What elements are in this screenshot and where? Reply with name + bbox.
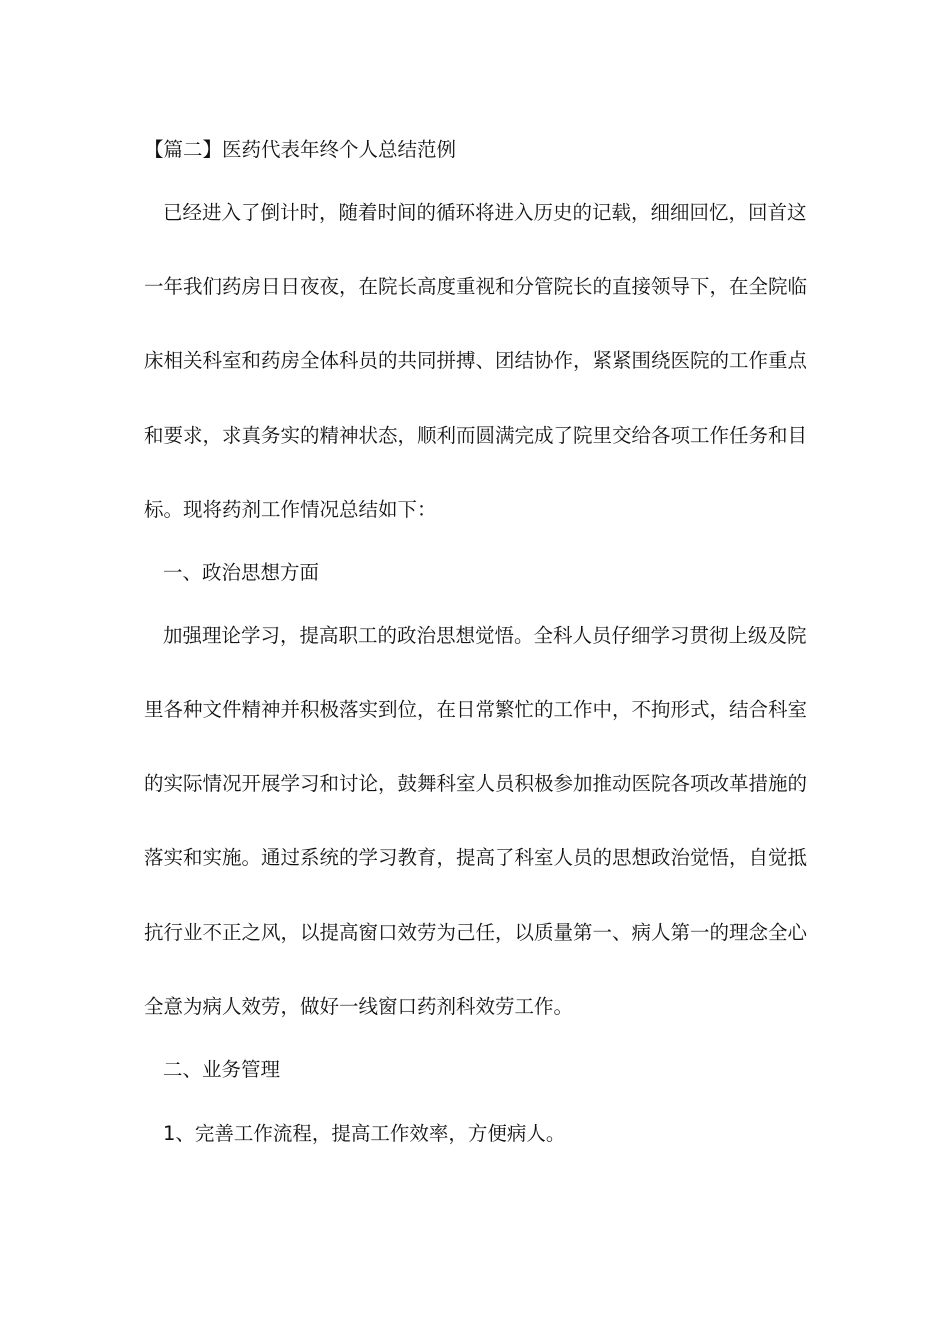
intro-line-1: 已经进入了倒计时，随着时间的循环将进入历史的记载，细细回忆，回首这	[163, 201, 807, 224]
intro-line-5: 标。现将药剂工作情况总结如下：	[144, 498, 437, 521]
intro-line-2: 一年我们药房日日夜夜，在院长高度重视和分管院长的直接领导下，在全院临	[144, 275, 808, 298]
document-title: 【篇二】医药代表年终个人总结范例	[144, 138, 457, 161]
section1-line-6: 全意为病人效劳，做好一线窗口药剂科效劳工作。	[144, 995, 574, 1018]
intro-line-4: 和要求，求真务实的精神状态，顺利而圆满完成了院里交给各项工作任务和目	[144, 424, 808, 447]
section1-line-4: 落实和实施。通过系统的学习教育，提高了科室人员的思想政治觉悟，自觉抵	[144, 846, 808, 869]
section-heading-1: 一、政治思想方面	[163, 561, 320, 584]
intro-line-3: 床相关科室和药房全体科员的共同拼搏、团结协作，紧紧围绕医院的工作重点	[144, 349, 808, 372]
section1-line-1: 加强理论学习，提高职工的政治思想觉悟。全科人员仔细学习贯彻上级及院	[163, 624, 807, 647]
section-heading-2: 二、业务管理	[163, 1058, 281, 1081]
section1-line-5: 抗行业不正之风，以提高窗口效劳为己任，以质量第一、病人第一的理念全心	[144, 921, 808, 944]
list-item-1: 1、完善工作流程，提高工作效率，方便病人。	[163, 1122, 566, 1145]
section1-line-3: 的实际情况开展学习和讨论，鼓舞科室人员积极参加推动医院各项改革措施的	[144, 772, 808, 795]
section1-line-2: 里各种文件精神并积极落实到位，在日常繁忙的工作中，不拘形式，结合科室	[144, 698, 808, 721]
